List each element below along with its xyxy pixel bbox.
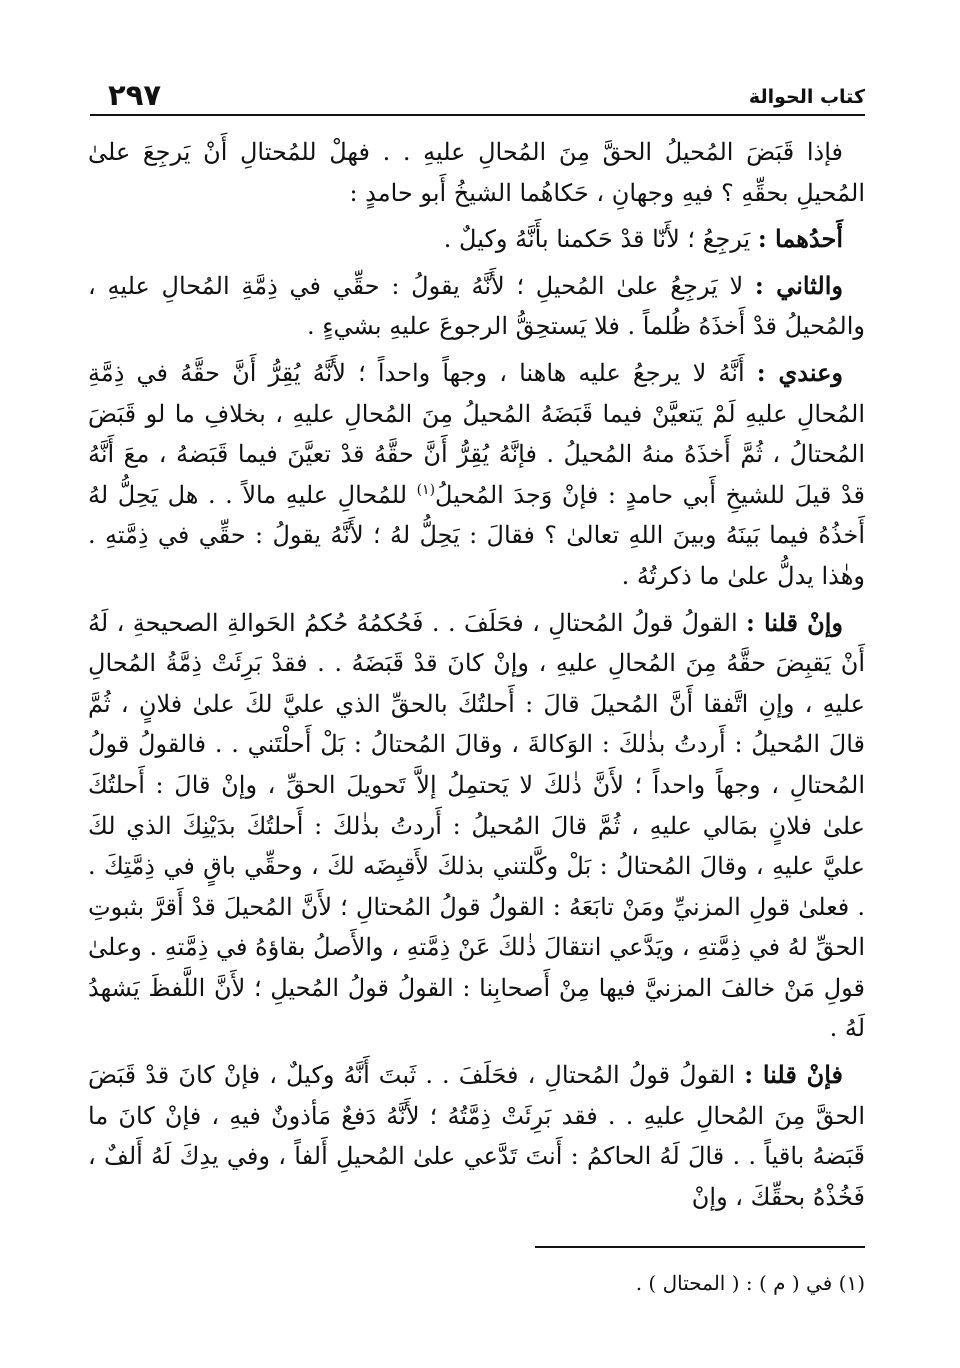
- paragraph-text: فإذا قَبَضَ المُحيلُ الحقَّ مِنَ المُحالِ عليهِ . . فهلْ للمُحتالِ أَنْ يَرجِعَ علىٰ المُحيلِ بحقِّهِ ؟ فيهِ وجهانِ ، حَكاهُما الشيخُ أَبو حامدٍ :: [88, 138, 865, 207]
- footnote-divider: [535, 1246, 865, 1248]
- footnote-number: (١): [838, 1271, 865, 1295]
- page-number: ٢٩٧: [108, 78, 162, 112]
- paragraph-text: أَنَّهُ لا يرجعُ عليه هاهنا ، وجهاً واحداً ؛ لأَنَّهُ يُقِرُّ أَنَّ حقَّهُ في ذِمَّةِ المُحالِ عليهِ لَمْ يَتعيَّنْ فيما قَبَضَهُ المُحيلُ مِنَ المُحالِ عليهِ ، بخلافِ ما لو قَبَضَ المُحتالُ ، ثُمَّ أَخذَهُ منهُ المُحيلُ . فإنَّهُ يُقِرُّ أَنَّ حقَّهُ قدْ تعيَّنَ فيما قَبَضهُ ، معَ أَنَّهُ قدْ قيلَ للشيخِ أَبي حامدٍ : فإنْ وَجدَ المُحيلُ: [88, 358, 865, 509]
- paragraph: [88, 1055, 865, 1217]
- paragraph: [88, 603, 865, 1050]
- running-title: كتاب الحوالة: [748, 86, 865, 108]
- paragraph-lead: والثاني :: [754, 270, 843, 300]
- paragraph-text: القولُ قولُ المُحتالِ ، فحَلَفَ . . ثَبتَ أَنَّهُ وكيلٌ ، فإنْ كانَ قدْ قَبَضَ الحقَّ مِنَ المُحالِ عليهِ . . فقد بَرِئَتْ ذِمَّتُهُ ؛ لأَنَّهُ دَفعٌ مَأذونٌ فيهِ ، فإنْ كانَ ما قَبَضهُ باقياً . . قالَ لَهُ الحاكمُ : أَنتَ تَدَّعي علىٰ المُحيلِ أَلفاً ، وفي يدِكَ لَهُ أَلفٌ ، فَخُذْهُ بحقِّكَ ، وإنْ: [88, 1061, 865, 1211]
- paragraph-lead: فإنْ قلنا :: [744, 1060, 844, 1090]
- main-text: [88, 132, 865, 1223]
- paragraph: [88, 132, 865, 213]
- paragraph-lead: أَحدُهما :: [757, 224, 843, 254]
- paragraph-lead: وعندي :: [756, 357, 843, 387]
- footnote-text: في ( م ) : ( المحتال ) .: [635, 1271, 833, 1295]
- paragraph-text-continued: للمُحالِ عليهِ مالاً . . هل يَحِلُّ لهُ أَخذُهُ فيما بَينَهُ وبينَ اللهِ تعالىٰ ؟ فقالَ : يَحِلُّ لهُ ؛ لأَنَّهُ يقولُ : حقِّي في ذِمَّتهِ . وهٰذا يدلُّ علىٰ ما ذكرتُهُ .: [88, 480, 865, 590]
- paragraph-text: القولُ قولُ المُحتالِ ، فحَلَفَ . . فَحُكمُهُ حُكمُ الحَوالةِ الصحيحةِ ، لَهُ أَنْ يَقبِضَ حقَّهُ مِنَ المُحالِ عليهِ ، وإنْ كانَ قدْ قَبَضَهُ . . فقدْ بَرِئَتْ ذِمَّةُ المُحالِ عليهِ ، وإنِ اتَّفقا أَنَّ المُحيلَ قالَ : أَحلتُكَ بالحقِّ الذي عليَّ لكَ علىٰ فلانٍ ، ثُمَّ قالَ المُحيلُ : أَردتُ بذٰلكَ : الوَكالةَ ، وقالَ المُحتالُ : بَلْ أَحلْتَني . . فالقولُ قولُ المُحتالِ ، وجهاً واحداً ؛ لأَنَّ ذٰلكَ لا يَحتمِلُ إلاَّ تَحويلَ الحقِّ ، وإنْ قالَ : أَحلتُكَ علىٰ فلانٍ بمَالي عليهِ ، ثُمَّ قالَ المُحيلُ : أَردتُ بذٰلكَ : أَحلتُكَ بدَيْنِكَ الذي لكَ عليَّ عليهِ ، وقالَ المُحتالُ : بَلْ وكَّلتني بذلكَ لأَقبِضَه لكَ ، وحقِّي باقٍ في ذِمَّتِكَ . . فعلىٰ قولِ المزنيِّ ومَنْ تابَعَهُ : القولُ قولُ المُحتالِ ؛ لأَنَّ المُحيلَ قدْ أَقرَّ بثبوتِ الحقِّ لهُ في ذِمَّتهِ ، ويَدَّعي انتقالَ ذٰلكَ عَنْ ذِمَّتهِ ، والأَصلُ بقاؤهُ في ذِمَّتهِ . وعلىٰ قولِ مَنْ خالفَ المزنيَّ فيها مِنْ أَصحابِنا : القولُ قولُ المُحيلِ ؛ لأَنَّ اللَّفظَ يَشهدُ لَهُ .: [88, 608, 865, 1043]
- paragraph-text: لا يَرجِعُ علىٰ المُحيلِ ؛ لأَنَّهُ يقولُ : حقِّي في ذِمَّةِ المُحالِ عليهِ ، والمُحيلُ قدْ أَخذَهُ ظُلماً . فلا يَستحِقُّ الرجوعَ عليهِ بشيءٍ .: [88, 271, 865, 341]
- paragraph-lead: وإنْ قلنا :: [746, 607, 844, 637]
- page-header: [90, 74, 865, 116]
- footnote-reference[interactable]: (١): [416, 481, 436, 498]
- paragraph-text: يَرجِعُ ؛ لأَنّا قدْ حَكمنا بأَنَّهُ وكيلٌ .: [443, 225, 758, 254]
- footnote: [95, 1268, 865, 1298]
- paragraph: [88, 219, 865, 260]
- paragraph: [88, 353, 865, 597]
- paragraph: [88, 266, 865, 347]
